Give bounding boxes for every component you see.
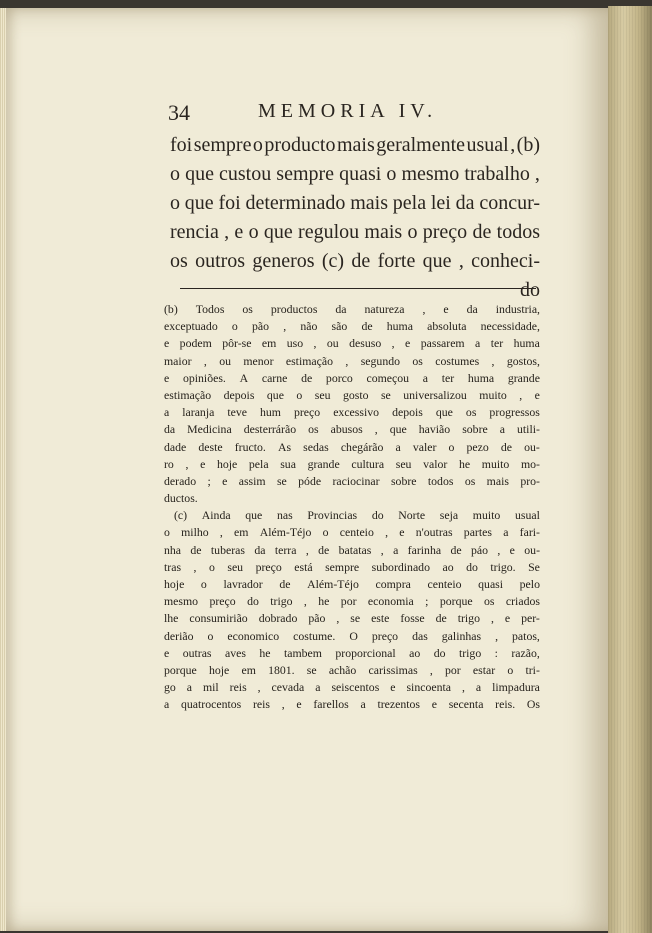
footnote-line: dade deste fructo. As sedas chegárão a valer o pezo de ou- [164, 439, 540, 454]
footnote-line: estimação depois que o seu gosto se universalizou muito , e [164, 387, 540, 402]
footnote-line: mesmo preço do trigo , he por economia ; porque os criados [164, 594, 540, 609]
footnote-line: derião o economico costume. O preço das galinhas , patos, [164, 628, 540, 643]
footnote-line: (b) Todos os productos da natureza , e da industria, [164, 302, 540, 316]
footnote-line: go a mil reis , cevada a seiscentos e sincoenta , a limpadura [164, 680, 540, 695]
body-line: os outros generos (c) de forte que , conheci- [170, 250, 540, 272]
footnote-line: o milho , em Além-Téjo o centeio , e n'outras partes a fari- [164, 525, 540, 540]
footnote-line: e outras aves he tambem proporcional ao do trigo : razão, [164, 645, 540, 660]
footnote-line: nha de tuberas da terra , de batatas , a farinha de páo , e ou- [164, 542, 540, 557]
footnote-line: a laranja teve hum preço excessivo depois que os progressos [164, 405, 540, 420]
body-line: foi sempre o producto mais geralmente usual , (b) [170, 134, 540, 156]
footnote-line: ductos. [164, 491, 198, 506]
footnote-line: tras , o seu preço está sempre subordinado ao do trigo. Se [164, 559, 540, 574]
footnote-line: hoje o lavrador de Além-Téjo compra centeio quasi pelo [164, 577, 540, 591]
footnote-line: maior , ou menor estimação , segundo os costumes , gostos, [164, 353, 540, 368]
page-number: 34 [168, 100, 190, 125]
running-title: MEMORIA IV. [258, 100, 438, 122]
body-line: o que foi determinado mais pela lei da concur- [170, 192, 540, 214]
opposite-page-edge [608, 6, 652, 933]
footnote-line: e opiniões. A carne de porco começou a ter huma grande [164, 370, 540, 385]
body-line: do [520, 279, 540, 301]
body-line: o que custou sempre quasi o mesmo trabalho , [170, 163, 540, 185]
footnote-line: a quatrocentos reis , e farellos a trezentos e secenta reis. Os [164, 697, 540, 712]
body-line: rencia , e o que regulou mais o preço de todos [170, 221, 540, 243]
main-text [170, 131, 540, 305]
footnote-line: (c) Ainda que nas Provincias do Norte seja muito usual [174, 508, 540, 523]
footnote-line: ro , e hoje pela sua grande cultura seu valor he muito mo- [164, 456, 540, 471]
footnote-line: porque hoje em 1801. se achão carissimas , por estar o tri- [164, 662, 540, 677]
footnote-rule [180, 288, 536, 289]
footnote-line: e podem pôr-se em uso , ou desuso , e passarem a ter huma [164, 336, 540, 351]
footnote-line: derado ; e assim se póde raciocinar sobre todos os mais pro- [164, 473, 540, 488]
footnote-line: da Medicina desterrárão os abusos , que havião sobre a utili- [164, 422, 540, 437]
footnote-line: exceptuado o pão , não são de huma absoluta necessidade, [164, 319, 540, 334]
footnotes [164, 301, 540, 714]
running-head [168, 98, 548, 128]
footnote-line: lhe consumirião dobrado pão , se este fosse de trigo , e per- [164, 611, 540, 626]
